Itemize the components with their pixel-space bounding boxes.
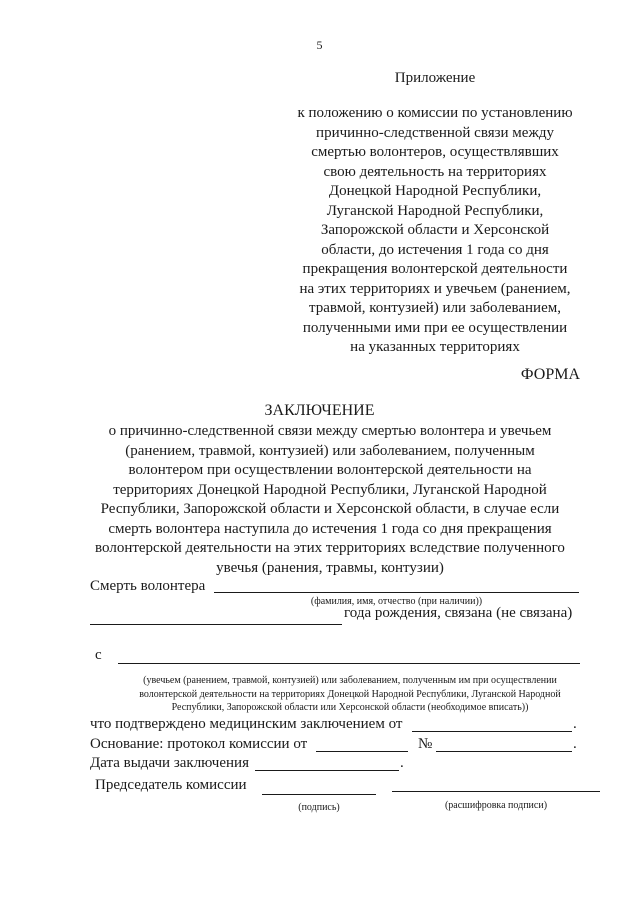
basis-label: Основание: протокол комиссии от [90, 736, 308, 752]
signature-line[interactable] [262, 778, 376, 795]
document-subtitle [70, 422, 590, 578]
chairman-label: Председатель комиссии [95, 777, 247, 793]
appendix-line: прекращения волонтерской деятельности [302, 261, 568, 277]
decryption-line[interactable] [392, 775, 600, 792]
injury-hint-line: Республики, Запорожской области или Херсонской области (необходимое вписать)) [171, 702, 529, 713]
subtitle-line: территориях Донецкой Народной Республики, Луганской Народной [113, 481, 547, 498]
appendix-line: Луганской Народной Республики, [326, 202, 544, 219]
appendix-line: Запорожской области и Херсонской [320, 222, 550, 238]
appendix-line: на указанных территориях [350, 339, 520, 355]
form-label: ФОРМА [520, 366, 580, 383]
injury-line[interactable] [118, 647, 580, 664]
appendix-text [285, 104, 585, 358]
protocol-number-line[interactable] [436, 735, 572, 752]
document-title: ЗАКЛЮЧЕНИЕ [264, 402, 375, 419]
subtitle-line: увечья (ранения, травмы, контузии) [216, 559, 444, 576]
signature-hint: (подпись) [298, 802, 340, 813]
injury-hint [110, 674, 590, 715]
appendix-line: полученными ими при ее осуществлении [302, 319, 568, 336]
injury-hint-line: волонтерской деятельности на территориях Донецкой Народной Республики, Луганской Народной [139, 688, 561, 700]
name-hint: (фамилия, имя, отчество (при наличии)) [310, 596, 483, 607]
subtitle-line: волонтерской деятельности на этих территориях вследствие полученного [95, 540, 565, 556]
confirmed-label: что подтверждено медицинским заключением от [90, 716, 403, 732]
appendix-line: к положению о комиссии по установлению [297, 105, 573, 121]
confirmed-end: . [573, 716, 577, 732]
issue-date-end: . [400, 755, 404, 771]
appendix-line: области, до истечения 1 года со дня [321, 241, 549, 258]
birth-year-text: года рождения, связана (не связана) [344, 605, 573, 621]
appendix-line: Донецкой Народной Республики, [328, 183, 542, 199]
appendix-line: смертью волонтеров, осуществлявших [311, 144, 559, 160]
appendix-line: свою деятельность на территориях [323, 163, 547, 180]
with-label: с [95, 647, 102, 663]
basis-end: . [573, 736, 577, 752]
number-sign: № [418, 736, 433, 752]
appendix-line: травмой, контузией) или заболеванием, [309, 300, 561, 316]
subtitle-line: смерть волонтера наступила до истечения 1 года со дня прекращения [108, 520, 552, 537]
subtitle-line: о причинно-следственной связи между смертью волонтера и увечьем [108, 423, 552, 439]
birth-year-line[interactable] [90, 608, 342, 625]
subtitle-line: волонтером при осуществлении волонтерской деятельности на [128, 462, 532, 478]
volunteer-name-line[interactable] [214, 576, 579, 593]
issue-date-label: Дата выдачи заключения [90, 755, 249, 771]
subtitle-line: (ранением, травмой, контузией) или заболеванием, полученным [125, 442, 535, 459]
appendix-line: на этих территориях и увечьем (ранением, [299, 280, 571, 297]
appendix-title: Приложение [394, 70, 476, 86]
page-number: 5 [316, 38, 323, 52]
medical-date-line[interactable] [412, 715, 572, 732]
appendix-line: причинно-следственной связи между [316, 124, 554, 141]
decryption-hint: (расшифровка подписи) [444, 800, 548, 811]
injury-hint-line: (увечьем (ранением, травмой, контузией) или заболеванием, полученным им при осуществлении [143, 675, 557, 686]
subtitle-line: Республики, Запорожской области и Херсонской области, в случае если [100, 501, 560, 517]
death-label: Смерть волонтера [90, 578, 206, 594]
issue-date-line[interactable] [255, 754, 399, 771]
protocol-date-line[interactable] [316, 735, 408, 752]
